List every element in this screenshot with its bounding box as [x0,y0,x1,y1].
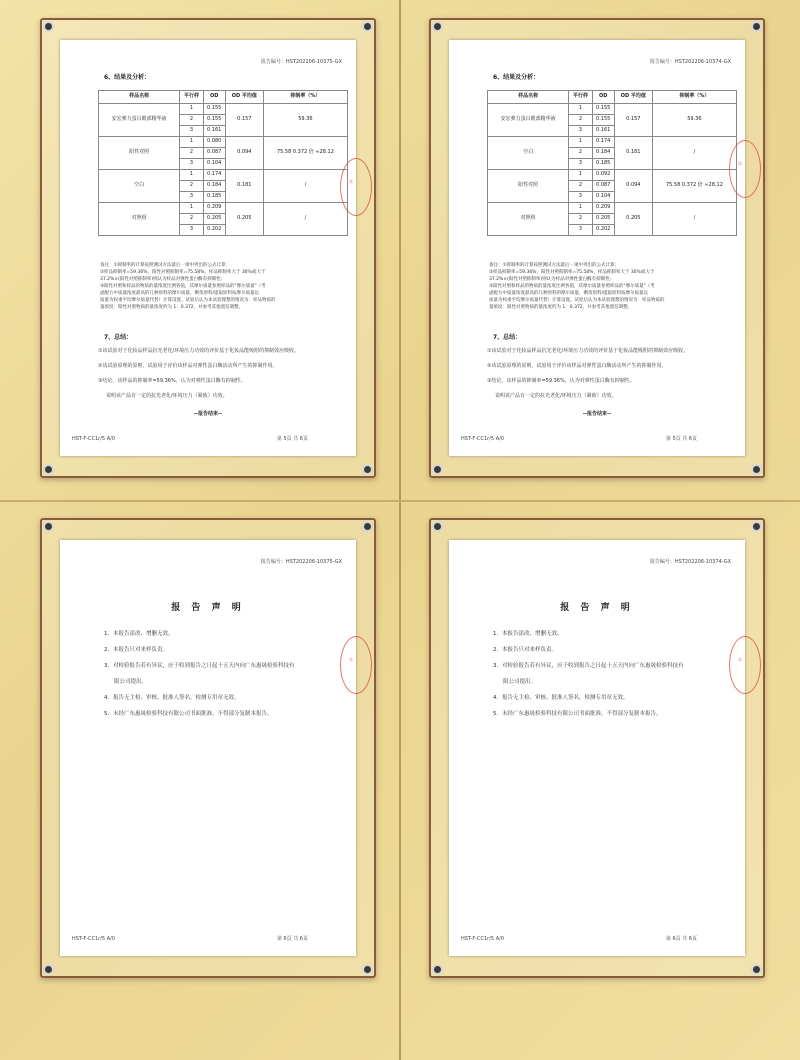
screw-icon [364,466,371,473]
screw-icon [434,966,441,973]
frame-top-left [40,18,376,478]
declaration-title: 报 告 声 明 [171,603,245,613]
frame-top-right [429,18,765,478]
report-number: 报告编号：HST202206-10374-GX [649,59,731,65]
seal-stamp-icon: 章 [340,158,372,216]
screw-icon [45,523,52,530]
screw-icon [45,23,52,30]
vertical-divider [399,0,401,1060]
table-row: 阳性对照 1 0.092 0.094 75.58 0.372 倍 ≈28.12 [488,170,737,181]
report-page-5 [449,40,745,456]
report-number: 报告编号：HST202206-10375-GX [260,559,342,565]
seal-stamp-icon: 章 [729,140,761,198]
page-number: 第 6页 共 6页 [276,936,308,942]
footer-code: HST-F-CC1r/5 A/0 [461,936,504,942]
table-row: 3 0.185 [488,159,737,170]
table-row: 3 0.104 [488,192,737,203]
table-row: 阳性对照 1 0.080 0.094 75.58 0.372 倍 ≈28.12 [99,137,348,148]
report-page-6 [449,540,745,956]
results-table [98,90,348,236]
frame-bottom-left [40,518,376,978]
section-7-title: 7、总结： [104,334,133,341]
table-row: 2 0.205 [99,214,348,225]
conclusions: ①该试验对于化妆品样品抗光老化/环境压力功效的评价基于化妆品能吸附的抑制效应吸收。 ②该试验原理的原则，试验用于评价该样品对弹性蛋白酶活动所产生的抑制作用。 ③结论，该样品的抑制率=59.36%，认为对弹性蛋白酶有抑制性。 说明该产品有一定的抗光老化/环境压力（紧致）功效。 [98,348,300,399]
report-page-5 [60,40,356,456]
page-number: 第 5页 共 6页 [276,436,308,442]
table-row: 2 0.155 [99,115,348,126]
table-row: 对照组 1 0.209 0.205 / [99,203,348,214]
screw-icon [364,23,371,30]
conclusions: ①该试验对于化妆品样品抗光老化/环境压力功效的评价基于化妆品能吸附的抑制效应吸收。 ②该试验原理的原则，试验用于评价该样品对弹性蛋白酶活动所产生的抑制作用。 ③结论，该样品的抑制率=59.36%，认为对弹性蛋白酶有抑制性。 说明该产品有一定的抗光老化/环境压力（紧致）功效。 [487,348,689,399]
section-6-title: 6、结果及分析： [104,74,151,81]
screw-icon [364,966,371,973]
table-notes: 备注：①抑制率的计算按照测试方法最后一项中列出的公式计算； ②样品抑制率=59.36%，阳性对照抑制率=75.58%，样品抑制率大于 30%或大于 37.2%×(阳性对照抑制率)则认为样品对弹性蛋白酶有抑制性； ③阳性对照和样品的物质的量浓度比例各值，其摩尔质量参照样品的"摩尔质量"（考 虑配方中质量浓度最高的几种原料的摩尔质量，剩余原料/提取原料按摩尔质量以 质量为权重平均摩尔质量代替）计算设置。试验后认为本试验理想的情况为：样品物质的 量浓度：阳性对照物质的量浓度约为 1：0.372，并参考其他置信调整。 [489,263,665,310]
table-row: 3 0.185 [99,192,348,203]
screw-icon [45,466,52,473]
table-row: 3 0.161 [488,126,737,137]
footer-code: HST-F-CC1r/5 A/0 [461,436,504,442]
results-table [487,90,737,236]
table-row: 空白 1 0.174 0.181 / [488,137,737,148]
screw-icon [434,23,441,30]
footer-code: HST-F-CC1r/5 A/0 [72,436,115,442]
screw-icon [434,466,441,473]
declaration-title: 报 告 声 明 [560,603,634,613]
table-row: 安宏弹力蛋白眼部精华液 1 0.155 0.157 59.36 [488,104,737,115]
declaration-list: 1．本报告涂改、增删无效。 2．本报告只对来样负责。 3．对检验报告若有异议，应于收到报告之日起十五天内向广东惠晟检验科技有 限公司提出。 4．报告无主检、审核、批准人签名，检测专用章无效。 5．未经广东惠晟检验科技有限公司书面批准，不得部分复制本报告。 [493,631,684,717]
table-row: 2 0.155 [488,115,737,126]
table-row: 3 0.202 [99,225,348,236]
screw-icon [434,523,441,530]
table-row: 空白 1 0.174 0.181 / [99,170,348,181]
page-number: 第 6页 共 6页 [665,936,697,942]
table-row: 2 0.087 [488,181,737,192]
screw-icon [753,523,760,530]
footer-code: HST-F-CC1r/5 A/0 [72,936,115,942]
report-end-mark: --报告结束-- [193,411,223,417]
declaration-list: 1．本报告涂改、增删无效。 2．本报告只对来样负责。 3．对检验报告若有异议，应于收到报告之日起十五天内向广东惠晟检验科技有 限公司提出。 4．报告无主检、审核、批准人签名，检测专用章无效。 5．未经广东惠晟检验科技有限公司书面批准，不得部分复制本报告。 [104,631,295,717]
table-row: 2 0.087 [99,148,348,159]
report-page-6 [60,540,356,956]
table-row: 对照组 1 0.209 0.205 / [488,203,737,214]
screw-icon [364,523,371,530]
frame-bottom-right [429,518,765,978]
page-number: 第 5页 共 6页 [665,436,697,442]
seal-stamp-icon: 章 [729,636,761,694]
table-row: 3 0.104 [99,159,348,170]
table-header-row: 样品名称 平行样 OD OD 平均值 抑制率（%） [488,91,737,104]
seal-stamp-icon: 章 [340,636,372,694]
table-row: 2 0.205 [488,214,737,225]
table-row: 3 0.161 [99,126,348,137]
report-number: 报告编号：HST202206-10374-GX [649,559,731,565]
table-header-row: 样品名称 平行样 OD OD 平均值 抑制率（%） [99,91,348,104]
screw-icon [753,966,760,973]
horizontal-divider [0,500,800,502]
table-row: 2 0.184 [99,181,348,192]
screw-icon [45,966,52,973]
report-end-mark: --报告结束-- [582,411,612,417]
section-7-title: 7、总结： [493,334,522,341]
table-row: 安宏弹力蛋白眼部精华液 1 0.155 0.157 59.36 [99,104,348,115]
screw-icon [753,23,760,30]
table-row: 2 0.184 [488,148,737,159]
report-number: 报告编号：HST202206-10375-GX [260,59,342,65]
section-6-title: 6、结果及分析： [493,74,540,81]
table-notes: 备注：①抑制率的计算按照测试方法最后一项中列出的公式计算； ②样品抑制率=59.36%，阳性对照抑制率=75.58%，样品抑制率大于 30%或大于 37.2%×(阳性对照抑制率)则认为样品对弹性蛋白酶有抑制性； ③阳性对照和样品的物质的量浓度比例各值，其摩尔质量参照样品的"摩尔质量"（考 虑配方中质量浓度最高的几种原料的摩尔质量，剩余原料/提取原料按摩尔质量以 质量为权重平均摩尔质量代替）计算设置。试验后认为本试验理想的情况为：样品物质的 量浓度：阳性对照物质的量浓度约为 1：0.372，并参考其他置信调整。 [100,263,276,310]
table-row: 3 0.202 [488,225,737,236]
screw-icon [753,466,760,473]
